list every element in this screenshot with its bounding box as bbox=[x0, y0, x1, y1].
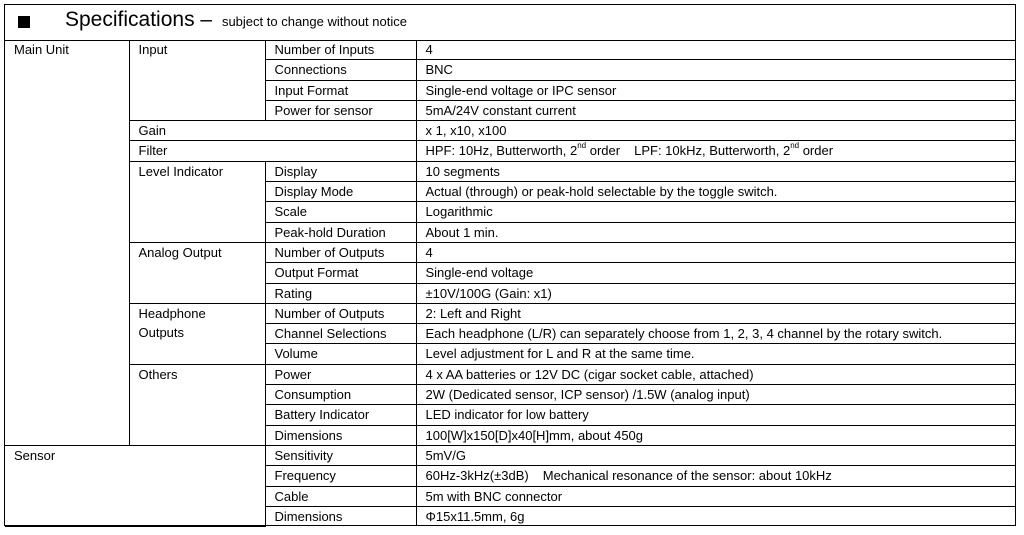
row-label: Input Format bbox=[265, 80, 416, 100]
table-row bbox=[5, 161, 1016, 181]
table-row bbox=[5, 303, 1016, 323]
row-label: Number of Outputs bbox=[265, 303, 416, 323]
frequency-value bbox=[416, 466, 1016, 486]
row-value: 100[W]x150[D]x40[H]mm, about 450g bbox=[416, 425, 1016, 445]
title-dash: – bbox=[200, 8, 213, 31]
row-label: Peak-hold Duration bbox=[265, 222, 416, 242]
row-label: Display bbox=[265, 161, 416, 181]
hpf-tail: order bbox=[586, 143, 621, 159]
row-label: Consumption bbox=[265, 385, 416, 405]
group-analog-output: Analog Output bbox=[129, 242, 265, 303]
row-label: Volume bbox=[265, 344, 416, 364]
hpf-text: HPF: 10Hz, Butterworth, 2 bbox=[425, 143, 578, 159]
hpf-sup: nd bbox=[577, 141, 587, 151]
group-input: Input bbox=[129, 40, 265, 121]
row-value: BNC bbox=[416, 60, 1016, 80]
title-row bbox=[5, 5, 1015, 41]
headphone-line2: Outputs bbox=[138, 324, 185, 340]
row-value: 4 bbox=[416, 40, 1016, 60]
row-label: Dimensions bbox=[265, 506, 416, 526]
row-label: Frequency bbox=[265, 466, 416, 486]
row-value: 5m with BNC connector bbox=[416, 486, 1016, 506]
row-value: About 1 min. bbox=[416, 222, 1016, 242]
spec-document bbox=[4, 4, 1016, 526]
row-label: Display Mode bbox=[265, 182, 416, 202]
table-row bbox=[5, 141, 1016, 161]
row-label: Dimensions bbox=[265, 425, 416, 445]
row-value: Level adjustment for L and R at the same time. bbox=[416, 344, 1016, 364]
group-others: Others bbox=[129, 364, 265, 445]
row-label: Number of Inputs bbox=[265, 40, 416, 60]
row-value: Logarithmic bbox=[416, 202, 1016, 222]
row-value: 10 segments bbox=[416, 161, 1016, 181]
row-value: ±10V/100G (Gain: x1) bbox=[416, 283, 1016, 303]
row-label: Connections bbox=[265, 60, 416, 80]
spec-table bbox=[5, 40, 1016, 527]
row-value: 5mV/G bbox=[416, 445, 1016, 465]
row-label: Power bbox=[265, 364, 416, 384]
group-level-indicator: Level Indicator bbox=[129, 161, 265, 242]
lpf-tail: order bbox=[799, 143, 834, 159]
row-label: Output Format bbox=[265, 263, 416, 283]
frequency-note: Mechanical resonance of the sensor: about 10kHz bbox=[542, 468, 832, 484]
row-value: Φ15x11.5mm, 6g bbox=[416, 506, 1016, 526]
row-value: Single-end voltage bbox=[416, 263, 1016, 283]
title-text: Specifications bbox=[65, 8, 195, 31]
row-label: Power for sensor bbox=[265, 100, 416, 120]
headphone-line1: Headphone bbox=[138, 305, 206, 321]
row-value: Actual (through) or peak-hold selectable by the toggle switch. bbox=[416, 182, 1016, 202]
group-gain: Gain bbox=[129, 121, 416, 141]
row-value: 2: Left and Right bbox=[416, 303, 1016, 323]
row-value: 4 bbox=[416, 242, 1016, 262]
table-row bbox=[5, 364, 1016, 384]
row-value: LED indicator for low battery bbox=[416, 405, 1016, 425]
row-value: 2W (Dedicated sensor, ICP sensor) /1.5W (analog input) bbox=[416, 385, 1016, 405]
filter-value bbox=[416, 141, 1016, 161]
section-main-unit: Main Unit bbox=[5, 40, 129, 445]
row-label: Number of Outputs bbox=[265, 242, 416, 262]
row-value: 4 x AA batteries or 12V DC (cigar socket cable, attached) bbox=[416, 364, 1016, 384]
table-row bbox=[5, 445, 1016, 465]
title-subtitle: subject to change without notice bbox=[221, 14, 407, 29]
square-bullet-icon bbox=[18, 16, 30, 28]
row-label: Cable bbox=[265, 486, 416, 506]
row-value: Single-end voltage or IPC sensor bbox=[416, 80, 1016, 100]
row-label: Sensitivity bbox=[265, 445, 416, 465]
table-row bbox=[5, 40, 1016, 60]
row-label: Battery Indicator bbox=[265, 405, 416, 425]
lpf-sup: nd bbox=[790, 141, 800, 151]
frequency-range: 60Hz-3kHz(±3dB) bbox=[425, 468, 529, 484]
row-label: Rating bbox=[265, 283, 416, 303]
table-row bbox=[5, 242, 1016, 262]
group-headphone-outputs bbox=[129, 303, 265, 364]
row-value: 5mA/24V constant current bbox=[416, 100, 1016, 120]
row-label: Channel Selections bbox=[265, 324, 416, 344]
table-row bbox=[5, 121, 1016, 141]
lpf-text: LPF: 10kHz, Butterworth, 2 bbox=[634, 143, 791, 159]
section-sensor: Sensor bbox=[5, 445, 265, 526]
row-value: x 1, x10, x100 bbox=[416, 121, 1016, 141]
row-label: Scale bbox=[265, 202, 416, 222]
group-filter: Filter bbox=[129, 141, 416, 161]
page-title bbox=[65, 8, 407, 32]
row-value: Each headphone (L/R) can separately choose from 1, 2, 3, 4 channel by the rotary switch. bbox=[416, 324, 1016, 344]
